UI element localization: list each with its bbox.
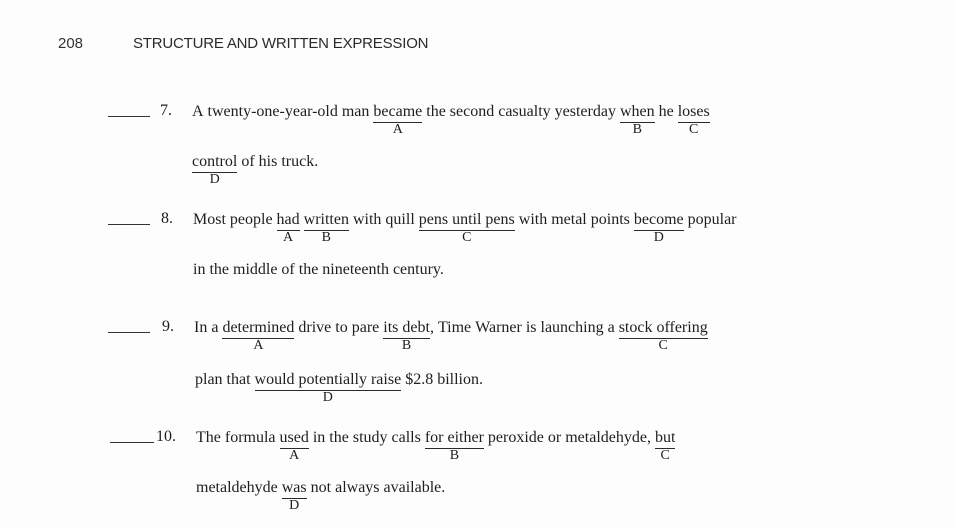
sentence-text <box>430 318 619 338</box>
sentence-text <box>515 210 634 230</box>
option-letter: A <box>392 122 403 137</box>
sentence-text <box>294 318 383 338</box>
segment-text: in the study calls <box>308 429 425 446</box>
segment-text: stock offering <box>618 319 708 336</box>
option-d-text[interactable] <box>254 370 402 405</box>
segment-text: control <box>192 153 238 170</box>
segment-text: The formula <box>196 429 280 446</box>
option-a-text[interactable] <box>373 102 423 137</box>
option-letter: B <box>401 338 412 353</box>
option-c-text[interactable] <box>618 318 708 353</box>
question-number: 7. <box>160 102 172 119</box>
question-line-1 <box>194 318 708 353</box>
segment-text: become <box>633 211 684 228</box>
segment-text: but <box>654 429 676 446</box>
answer-blank[interactable] <box>110 442 154 443</box>
question-line-1 <box>192 102 710 137</box>
question-8 <box>0 210 955 310</box>
sentence-text <box>196 428 280 448</box>
segment-text: determined <box>222 319 295 336</box>
option-letter: D <box>322 390 333 405</box>
option-b-text[interactable] <box>303 210 349 245</box>
option-letter: D <box>209 172 220 187</box>
option-b-text[interactable] <box>424 428 484 463</box>
option-letter: A <box>289 448 300 463</box>
segment-text: its debt <box>383 319 430 336</box>
segment-text: with quill <box>348 211 419 228</box>
question-line-2 <box>195 370 483 405</box>
segment-text: loses <box>677 103 710 120</box>
segment-text: would potentially raise <box>254 371 402 388</box>
segment-text: the second casualty yesterday <box>422 103 620 120</box>
segment-text: pens until pens <box>418 211 515 228</box>
sentence-text <box>684 210 737 230</box>
option-letter: B <box>632 122 642 137</box>
question-number: 9. <box>162 318 174 335</box>
option-letter: C <box>658 338 668 353</box>
option-letter: B <box>449 448 460 463</box>
segment-text: when <box>619 103 655 120</box>
segment-text: popular <box>683 211 737 228</box>
answer-blank[interactable] <box>108 332 150 333</box>
sentence-text <box>401 370 483 390</box>
question-line-2 <box>193 260 444 280</box>
sentence-text <box>195 370 255 390</box>
option-letter: A <box>283 230 294 245</box>
question-line-2 <box>192 152 319 187</box>
segment-text: A twenty-one-year-old man <box>192 103 374 120</box>
segment-text: not always available. <box>306 479 446 496</box>
question-number: 8. <box>161 210 173 227</box>
segment-text: $2.8 billion. <box>401 371 483 388</box>
segment-text: had <box>276 211 300 228</box>
segment-text: metaldehyde <box>196 479 282 496</box>
segment-text: drive to pare <box>294 319 384 336</box>
segment-text: in the middle of the nineteenth century. <box>193 261 444 278</box>
option-letter: C <box>689 122 699 137</box>
question-9 <box>0 318 955 418</box>
answer-blank[interactable] <box>108 116 150 117</box>
option-b-text[interactable] <box>383 318 430 353</box>
sentence-text <box>237 152 318 172</box>
option-letter: C <box>462 230 472 245</box>
option-c-text[interactable] <box>418 210 515 245</box>
option-d-text[interactable] <box>192 152 238 187</box>
sentence-text <box>194 318 222 338</box>
segment-text: used <box>279 429 309 446</box>
sentence-text <box>655 102 678 122</box>
segment-text: for either <box>424 429 484 446</box>
segment-text: In a <box>194 319 223 336</box>
segment-text: plan that <box>195 371 255 388</box>
question-7 <box>0 102 955 202</box>
option-a-text[interactable] <box>276 210 300 245</box>
sentence-text <box>349 210 419 230</box>
answer-blank[interactable] <box>108 224 150 225</box>
sentence-text <box>307 478 446 498</box>
option-d-text[interactable] <box>281 478 307 513</box>
sentence-text <box>309 428 425 448</box>
option-a-text[interactable] <box>222 318 295 353</box>
sentence-text <box>196 478 282 498</box>
sentence-text <box>193 210 277 230</box>
option-d-text[interactable] <box>633 210 684 245</box>
segment-text: was <box>281 479 307 496</box>
segment-text: with metal points <box>514 211 634 228</box>
sentence-text <box>193 260 444 280</box>
question-line-2 <box>196 478 446 513</box>
running-head: STRUCTURE AND WRITTEN EXPRESSION <box>133 35 429 52</box>
option-letter: C <box>660 448 670 463</box>
sentence-text <box>422 102 620 122</box>
segment-text: , Time Warner is launching a <box>429 319 619 336</box>
segment-text: of his truck. <box>237 153 319 170</box>
segment-text: Most people <box>193 211 277 228</box>
option-letter: A <box>253 338 264 353</box>
option-letter: B <box>321 230 331 245</box>
option-b-text[interactable] <box>619 102 655 137</box>
question-line-1 <box>193 210 737 245</box>
sentence-text <box>484 428 655 448</box>
segment-text: he <box>654 103 678 120</box>
question-line-1 <box>196 428 676 463</box>
segment-text: became <box>373 103 423 120</box>
option-a-text[interactable] <box>279 428 309 463</box>
page-number: 208 <box>58 35 84 52</box>
segment-text: peroxide or metaldehyde, <box>483 429 655 446</box>
option-c-text[interactable] <box>654 428 676 463</box>
question-10 <box>0 428 955 528</box>
sentence-text <box>192 102 373 122</box>
option-letter: D <box>653 230 664 245</box>
segment-text: written <box>303 211 349 228</box>
question-number: 10. <box>156 428 176 445</box>
option-letter: D <box>289 498 300 513</box>
option-c-text[interactable] <box>677 102 710 137</box>
